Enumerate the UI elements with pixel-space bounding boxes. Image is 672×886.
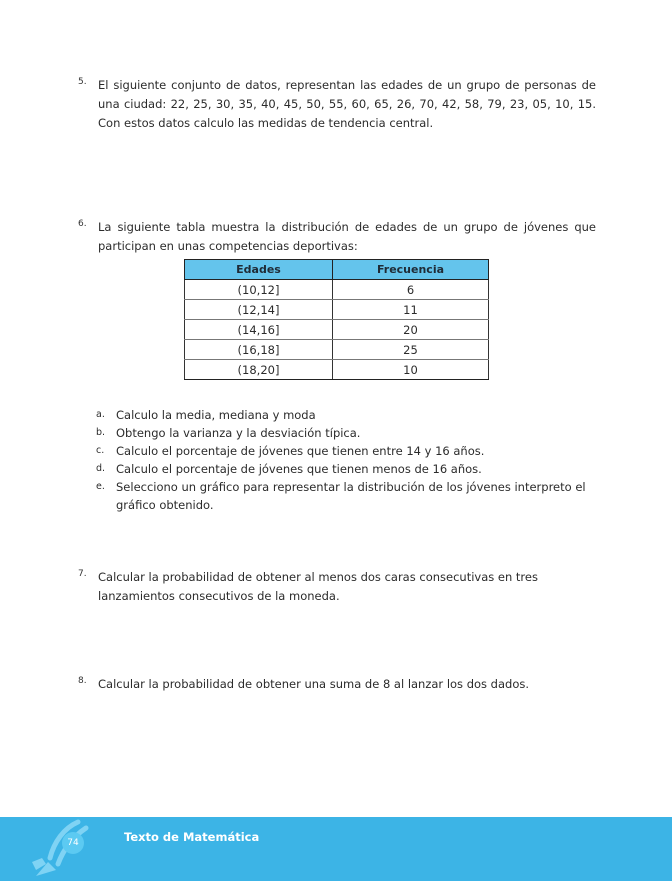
- table-cell: (10,12]: [185, 280, 333, 300]
- question-number: 8.: [78, 676, 87, 686]
- page-number: 74: [62, 832, 84, 854]
- list-item: [96, 442, 596, 460]
- table-cell: (14,16]: [185, 320, 333, 340]
- question-text: La siguiente tabla muestra la distribución de edades de un grupo de jóvenes que participan en unas competencias deportivas:: [98, 220, 596, 253]
- list-item-text: Calculo el porcentaje de jóvenes que tienen menos de 16 años.: [116, 462, 482, 476]
- question-number: 6.: [78, 219, 87, 229]
- table-row: [185, 340, 489, 360]
- footer-title: Texto de Matemática: [124, 830, 260, 844]
- table-header-row: [185, 260, 489, 280]
- table-cell: 6: [333, 280, 489, 300]
- subitem-list: [96, 406, 596, 514]
- list-item-letter: a.: [96, 409, 105, 420]
- table-cell: (18,20]: [185, 360, 333, 380]
- table-cell: 25: [333, 340, 489, 360]
- table-cell: 11: [333, 300, 489, 320]
- question-number: 5.: [78, 77, 87, 87]
- list-item-text: Calculo la media, mediana y moda: [116, 408, 316, 422]
- rocket-icon: [28, 818, 98, 882]
- question-text: Calcular la probabilidad de obtener al menos dos caras consecutivas en tres lanzamientos consecutivos de la moneda.: [98, 570, 538, 603]
- table-cell: 10: [333, 360, 489, 380]
- table-row: [185, 300, 489, 320]
- list-item: [96, 406, 596, 424]
- list-item-text: Selecciono un gráfico para representar la distribución de los jóvenes interpreto el gráfico obtenido.: [116, 480, 586, 512]
- question-text: El siguiente conjunto de datos, representan las edades de un grupo de personas de una ciudad: 22, 25, 30, 35, 40, 45, 50, 55, 60, 65, 26, 70, 42, 58, 79, 23, 05, 10, 15. Con estos datos calculo las medidas de tendencia central.: [98, 78, 596, 130]
- table-cell: (12,14]: [185, 300, 333, 320]
- table-cell: (16,18]: [185, 340, 333, 360]
- table-row: [185, 360, 489, 380]
- list-item-letter: b.: [96, 427, 106, 438]
- column-header: Edades: [185, 260, 333, 280]
- list-item: [96, 478, 596, 514]
- frequency-table: [184, 259, 489, 380]
- question-text: Calcular la probabilidad de obtener una suma de 8 al lanzar los dos dados.: [98, 677, 530, 691]
- table-row: [185, 320, 489, 340]
- list-item: [96, 460, 596, 478]
- table-cell: 20: [333, 320, 489, 340]
- question-number: 7.: [78, 569, 87, 579]
- list-item-letter: c.: [96, 445, 105, 456]
- list-item: [96, 424, 596, 442]
- list-item-letter: d.: [96, 463, 106, 474]
- list-item-letter: e.: [96, 481, 105, 492]
- list-item-text: Calculo el porcentaje de jóvenes que tienen entre 14 y 16 años.: [116, 444, 485, 458]
- page-footer: [0, 817, 672, 881]
- footer-edge: [0, 881, 672, 886]
- list-item-text: Obtengo la varianza y la desviación típica.: [116, 426, 361, 440]
- column-header: Frecuencia: [333, 260, 489, 280]
- table-row: [185, 280, 489, 300]
